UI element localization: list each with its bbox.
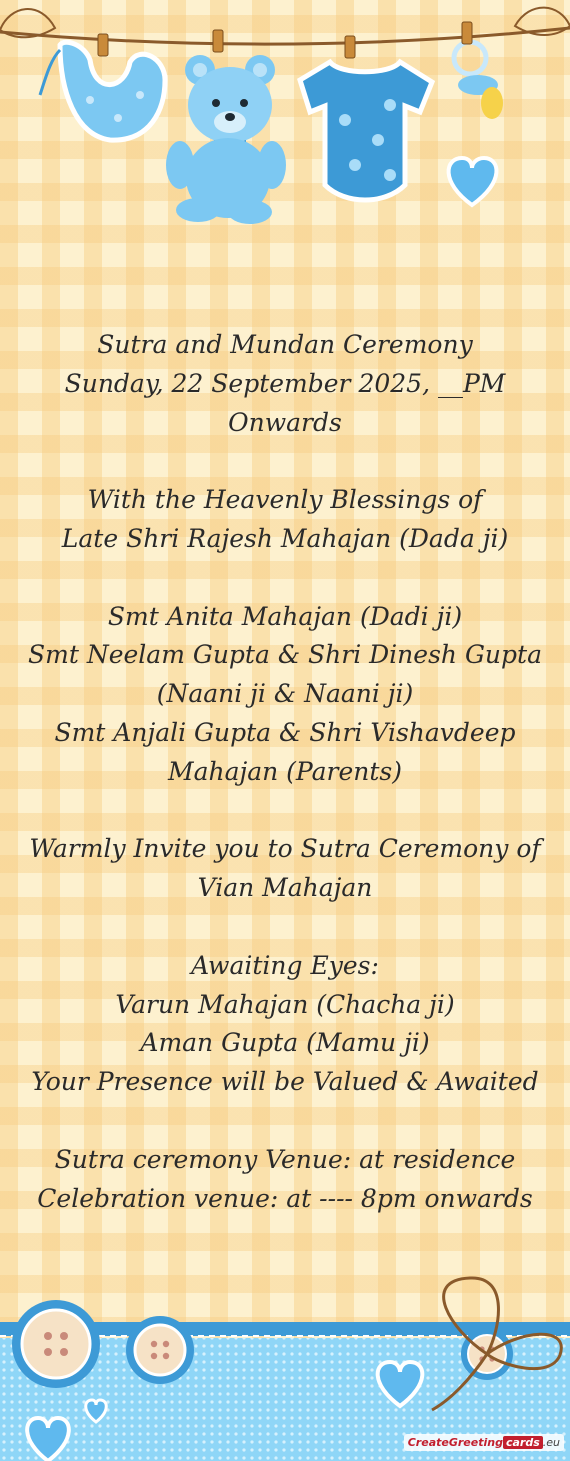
- presence-line: Your Presence will be Valued & Awaited: [31, 1067, 539, 1097]
- button-icon: [126, 1316, 194, 1384]
- clothesline-string: [0, 28, 570, 44]
- host-line: Smt Neelam Gupta & Shri Dinesh Gupta: [28, 640, 542, 670]
- baby-onesie-icon: [300, 36, 432, 200]
- blessings-heading: With the Heavenly Blessings of: [87, 485, 483, 515]
- invite-line: Warmly Invite you to Sutra Ceremony of: [29, 834, 541, 864]
- awaiting-heading: Awaiting Eyes:: [191, 950, 379, 980]
- blessings-name: Late Shri Rajesh Mahajan (Dada ji): [61, 523, 509, 553]
- bottom-decoration: [0, 1270, 570, 1461]
- host-line: Smt Anita Mahajan (Dadi ji): [107, 601, 463, 631]
- logo-brand: CreateGreeting: [407, 1436, 503, 1449]
- baby-bib-icon: [40, 34, 165, 140]
- logo-box: cards: [503, 1436, 543, 1449]
- ceremony-date: Sunday, 22 September 2025, __PM: [64, 368, 506, 398]
- invitation-text: [0, 326, 570, 1218]
- host-line: Mahajan (Parents): [167, 756, 403, 786]
- logo-suffix: .eu: [542, 1436, 560, 1449]
- createcards-logo[interactable]: [404, 1434, 564, 1451]
- host-line: Smt Anjali Gupta & Shri Vishavdeep: [54, 717, 516, 747]
- child-name: Vian Mahajan: [197, 873, 373, 903]
- awaiting-name: Varun Mahajan (Chacha ji): [115, 989, 455, 1019]
- host-line: (Naani ji & Naani ji): [156, 679, 414, 709]
- clothesline-decoration: [0, 0, 570, 240]
- venue-celebration: Celebration venue: at ---- 8pm onwards: [37, 1183, 533, 1213]
- teddy-bear-icon: [166, 30, 286, 224]
- venue-sutra: Sutra ceremony Venue: at residence: [54, 1144, 516, 1174]
- awaiting-name: Aman Gupta (Mamu ji): [140, 1028, 430, 1058]
- heart-icon: [449, 158, 497, 205]
- ceremony-onwards: Onwards: [228, 407, 342, 437]
- ceremony-title: Sutra and Mundan Ceremony: [97, 330, 473, 359]
- button-icon: [12, 1300, 100, 1388]
